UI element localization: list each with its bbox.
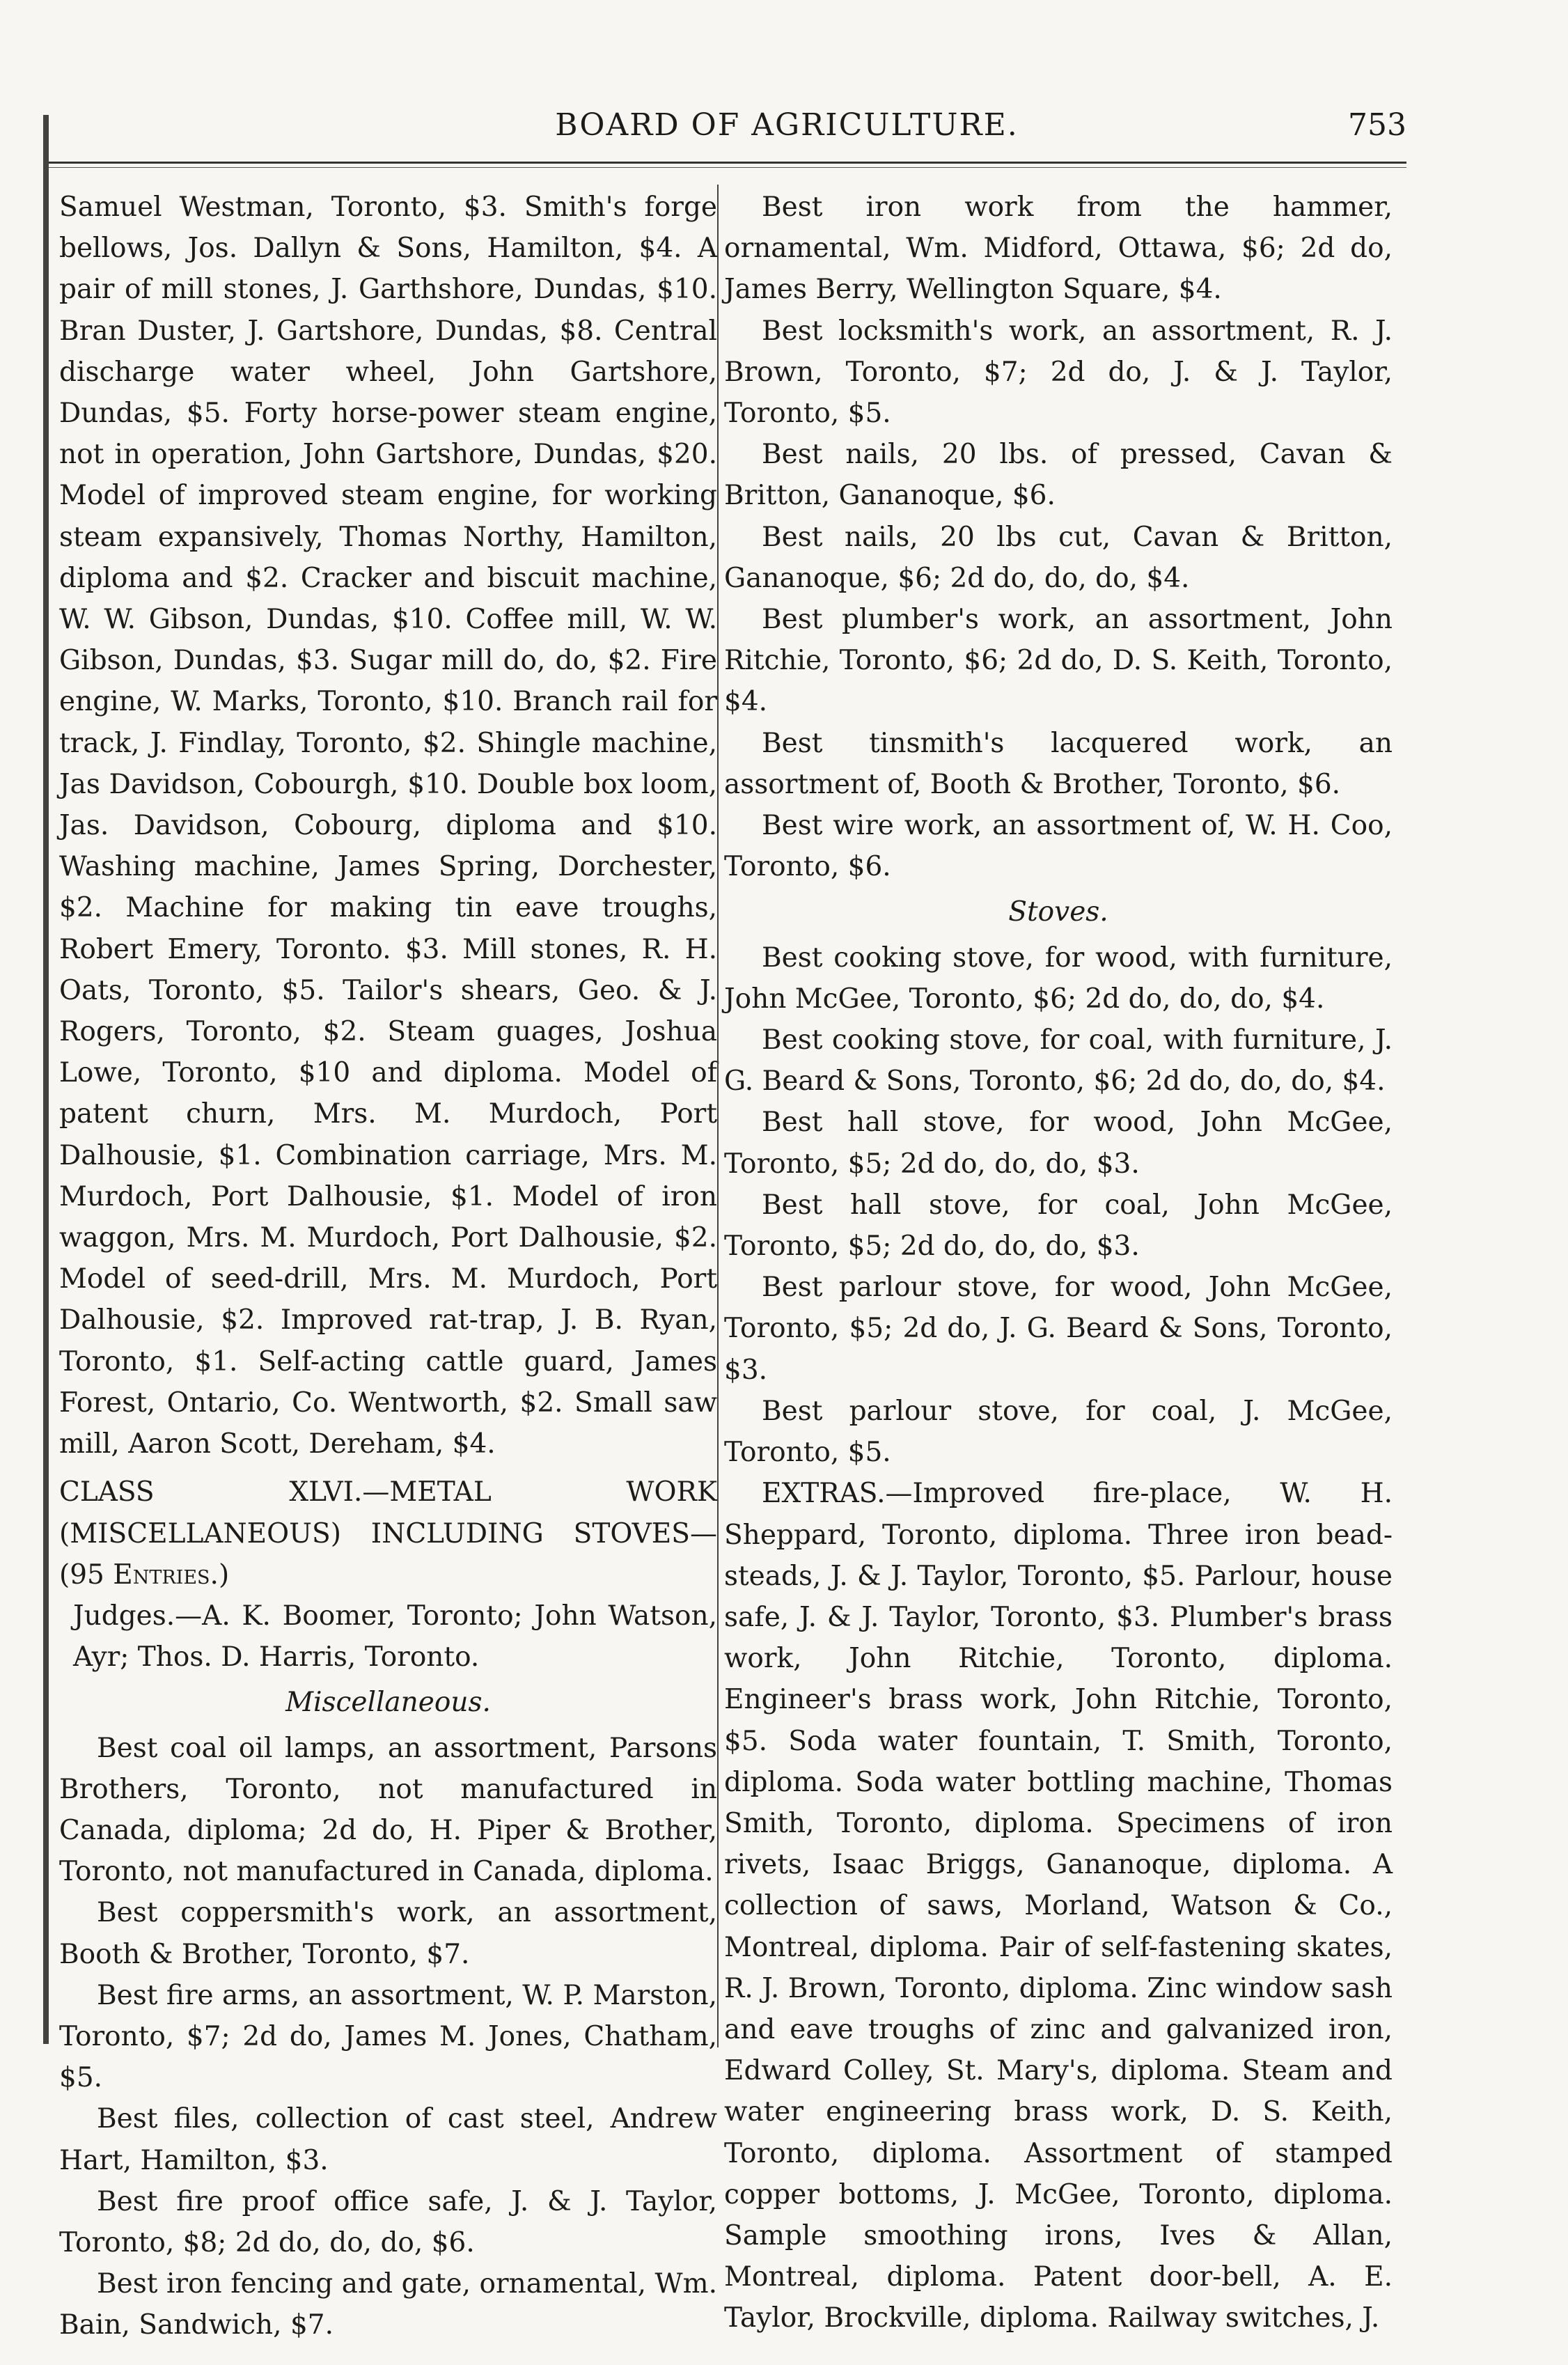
- judges-line: Judges.—A. K. Boomer, Toronto; John Watson, Ayr; Thos. D. Harris, Toronto.: [73, 1600, 717, 1673]
- stoves-subheading: Stoves.: [1008, 896, 1108, 928]
- left-column: [59, 187, 717, 2341]
- stove-item: Best hall stove, for wood, John McGee, Toronto, $5; 2d do, do, do, $3.: [724, 1107, 1393, 1180]
- column-divider: [717, 185, 719, 2047]
- stove-item: Best hall stove, for coal, John McGee, Toronto, $5; 2d do, do, do, $3.: [724, 1189, 1393, 1263]
- stove-item: Best cooking stove, for wood, with furniture, John McGee, Toronto, $6; 2d do, do, do, $4.: [724, 942, 1393, 1015]
- header-rule: [49, 162, 1406, 164]
- list-item: Best locksmith's work, an assortment, R. J. Brown, Toronto, $7; 2d do, J. & J. Taylor, Toronto, $5.: [724, 315, 1393, 430]
- extras-paragraph: EXTRAS.—Improved fire-place, W. H. Sheppard, Toronto, diploma. Three iron bead-steads, J. & J. Taylor, Toronto, $5. Parlour, house safe, J. & J. Taylor, Toronto, $3. Plumber's brass work, John Ritchie, Toronto, diploma. Engineer's brass work, John Ritchie, Toronto, $5. Soda water fountain, T. Smith, Toronto, diploma. Soda water bottling machine, Thomas Smith, Toronto, diploma. Specimens of iron rivets, Isaac Briggs, Gananoque, diploma. A collection of saws, Morland, Watson & Co., Montreal, diploma. Pair of self-fastening skates, R. J. Brown, Toronto, diploma. Zinc window sash and eave troughs of zinc and galvanized iron, Edward Colley, St. Mary's, diploma. Steam and water engineering brass work, D. S. Keith, Toronto, diploma. Assortment of stamped copper bottoms, J. McGee, Toronto, diploma. Sample smoothing irons, Ives & Allan, Montreal, diploma. Patent door-bell, A. E. Taylor, Brockville, diploma. Railway switches, J.: [724, 1478, 1393, 2334]
- list-item: Best iron fencing and gate, ornamental, Wm. Bain, Sandwich, $7.: [59, 2268, 717, 2341]
- page-number: 753: [1348, 107, 1406, 143]
- list-item: Best nails, 20 lbs cut, Cavan & Britton, Gananoque, $6; 2d do, do, do, $4.: [724, 521, 1393, 594]
- header-rule-thin: [49, 167, 1406, 168]
- list-item: Best files, collection of cast steel, Andrew Hart, Hamilton, $3.: [59, 2103, 717, 2176]
- stove-item: Best cooking stove, for coal, with furniture, J. G. Beard & Sons, Toronto, $6; 2d do, do, do, $4.: [724, 1024, 1393, 1098]
- section-subheading: Miscellaneous.: [285, 1687, 491, 1719]
- page-header: [84, 104, 1406, 160]
- list-item: Best wire work, an assortment of, W. H. Coo, Toronto, $6.: [724, 810, 1393, 883]
- list-item: Best tinsmith's lacquered work, an assortment of, Booth & Brother, Toronto, $6.: [724, 727, 1393, 800]
- binding-edge: [43, 115, 49, 2044]
- list-item: Best plumber's work, an assortment, John Ritchie, Toronto, $6; 2d do, D. S. Keith, Toronto, $4.: [724, 604, 1393, 718]
- list-item: Best nails, 20 lbs. of pressed, Cavan & Britton, Gananoque, $6.: [724, 439, 1393, 512]
- list-item: Best fire arms, an assortment, W. P. Marston, Toronto, $7; 2d do, James M. Jones, Chatham, $5.: [59, 1979, 717, 2094]
- stove-item: Best parlour stove, for coal, J. McGee, Toronto, $5.: [724, 1395, 1393, 1469]
- list-item: Best fire proof office safe, J. & J. Taylor, Toronto, $8; 2d do, do, do, $6.: [59, 2185, 717, 2258]
- right-column: [724, 187, 1393, 2334]
- list-item: Best coppersmith's work, an assortment, Booth & Brother, Toronto, $7.: [59, 1897, 717, 1970]
- stove-item: Best parlour stove, for wood, John McGee, Toronto, $5; 2d do, J. G. Beard & Sons, Toronto, $3.: [724, 1272, 1393, 1386]
- list-item: Best coal oil lamps, an assortment, Parsons Brothers, Toronto, not manufactured in Canada, diploma; 2d do, H. Piper & Brother, Toronto, not manufactured in Canada, diploma.: [59, 1732, 717, 1888]
- running-title: BOARD OF AGRICULTURE.: [555, 107, 1019, 143]
- class-heading: CLASS XLVI.—METAL WORK (MISCELLANEOUS) INCLUDING STOVES—(95 Entries.): [59, 1476, 717, 1591]
- list-item: Best iron work from the hammer, ornamental, Wm. Midford, Ottawa, $6; 2d do, James Berry, Wellington Square, $4.: [724, 192, 1393, 306]
- continued-paragraph: Samuel Westman, Toronto, $3. Smith's forge bellows, Jos. Dallyn & Sons, Hamilton, $4. A pair of mill stones, J. Garthshore, Dundas, $10. Bran Duster, J. Gartshore, Dundas, $8. Central discharge water wheel, John Gartshore, Dundas, $5. Forty horse-power steam engine, not in operation, John Gartshore, Dundas, $20. Model of improved steam engine, for working steam expansively, Thomas Northy, Hamilton, diploma and $2. Cracker and biscuit machine, W. W. Gibson, Dundas, $10. Coffee mill, W. W. Gibson, Dundas, $3. Sugar mill do, do, $2. Fire engine, W. Marks, Toronto, $10. Branch rail for track, J. Findlay, Toronto, $2. Shingle machine, Jas Davidson, Cobourgh, $10. Double box loom, Jas. Davidson, Cobourg, diploma and $10. Washing machine, James Spring, Dorchester, $2. Machine for making tin eave troughs, Robert Emery, Toronto. $3. Mill stones, R. H. Oats, Toronto, $5. Tailor's shears, Geo. & J. Rogers, Toronto, $2. Steam guages, Joshua Lowe, Toronto, $10 and diploma. Model of patent churn, Mrs. M. Murdoch, Port Dalhousie, $1. Combination carriage, Mrs. M. Murdoch, Port Dalhousie, $1. Model of iron waggon, Mrs. M. Murdoch, Port Dalhousie, $2. Model of seed-drill, Mrs. M. Murdoch, Port Dalhousie, $2. Improved rat-trap, J. B. Ryan, Toronto, $1. Self-acting cattle guard, James Forest, Ontario, Co. Wentworth, $2. Small saw mill, Aaron Scott, Dereham, $4.: [59, 192, 717, 1460]
